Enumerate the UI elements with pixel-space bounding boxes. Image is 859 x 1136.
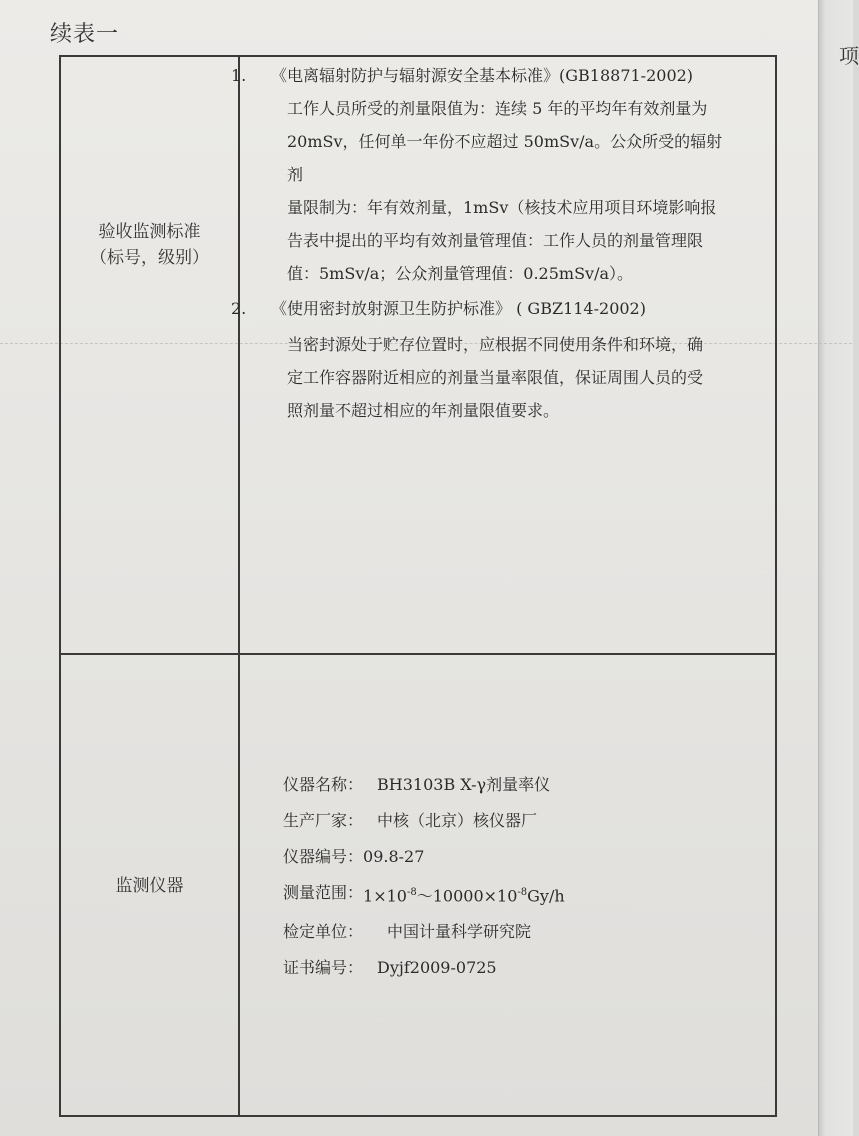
column-divider bbox=[238, 57, 240, 1115]
range-part-a: 1×10 bbox=[363, 886, 407, 906]
standard-line: 定工作容器附近相应的剂量当量率限值，保证周围人员的受 bbox=[287, 368, 704, 387]
standard-line: 工作人员所受的剂量限值为：连续 5 年的平均年有效剂量为 bbox=[287, 99, 708, 118]
standard-item-body bbox=[287, 328, 735, 427]
instrument-details bbox=[283, 767, 565, 986]
standard-line: 值：5mSv/a；公众剂量管理值：0.25mSv/a）。 bbox=[287, 264, 634, 283]
instrument-name-row bbox=[283, 767, 565, 803]
instrument-maker-value: 中核（北京）核仪器厂 bbox=[377, 811, 538, 830]
instrument-certificate-value: Dyjf2009-0725 bbox=[377, 958, 497, 978]
instrument-name-key: 仪器名称： bbox=[283, 775, 364, 794]
instrument-serial-value: 09.8-27 bbox=[363, 847, 425, 866]
instrument-calibration-row bbox=[283, 914, 565, 950]
continuation-label: 续表一 bbox=[50, 22, 120, 47]
instrument-calibration-value: 中国计量科学研究院 bbox=[387, 922, 532, 942]
standard-label-line2: （标号，级别） bbox=[90, 248, 209, 268]
standard-line: 照剂量不超过相应的年剂量限值要求。 bbox=[287, 401, 560, 420]
standard-label-line1: 验收监测标准 bbox=[98, 222, 201, 242]
range-part-b: ～10000×10 bbox=[416, 886, 518, 906]
instrument-maker-key: 生产厂家： bbox=[283, 811, 364, 830]
standard-item-title: 《电离辐射防护与辐射源安全基本标准》(GB18871-2002) bbox=[271, 66, 694, 85]
instrument-name-value: BH3103B X-γ剂量率仪 bbox=[377, 775, 551, 794]
instrument-range-value bbox=[363, 875, 565, 914]
standard-item-number: 2. bbox=[231, 299, 247, 318]
next-page-char: 项 bbox=[839, 44, 859, 68]
instrument-serial-key: 仪器编号： bbox=[283, 847, 364, 866]
row-divider bbox=[61, 653, 775, 655]
standard-line: 告表中提出的平均有效剂量管理值：工作人员的剂量管理限 bbox=[287, 231, 704, 250]
standard-line: 量限制为：年有效剂量，1mSv（核技术应用项目环境影响报 bbox=[287, 198, 717, 217]
range-unit: Gy/h bbox=[527, 886, 565, 906]
instrument-range-key: 测量范围： bbox=[283, 883, 364, 902]
form-table bbox=[59, 55, 777, 1117]
next-page-edge bbox=[818, 0, 859, 1136]
instrument-range-row bbox=[283, 875, 565, 914]
instrument-certificate-row bbox=[283, 950, 565, 986]
standard-line: 20mSv，任何单一年份不应超过 50mSv/a。公众所受的辐射剂 bbox=[287, 132, 723, 184]
standard-item-number: 1. bbox=[231, 66, 247, 85]
range-exponent-2: -8 bbox=[517, 887, 528, 898]
standard-row-label bbox=[61, 219, 238, 271]
instrument-serial-row bbox=[283, 839, 565, 875]
instrument-row-label: 监测仪器 bbox=[115, 876, 184, 896]
standard-item-title: 《使用密封放射源卫生防护标准》 ( GBZ114-2002) bbox=[271, 299, 646, 318]
range-exponent-1: -8 bbox=[406, 887, 417, 898]
standard-item-body bbox=[287, 92, 735, 290]
standard-line: 当密封源处于贮存位置时，应根据不同使用条件和环境，确 bbox=[287, 335, 704, 354]
instrument-certificate-key: 证书编号： bbox=[283, 958, 364, 978]
instrument-calibration-key: 检定单位： bbox=[283, 922, 364, 942]
instrument-maker-row bbox=[283, 803, 565, 839]
